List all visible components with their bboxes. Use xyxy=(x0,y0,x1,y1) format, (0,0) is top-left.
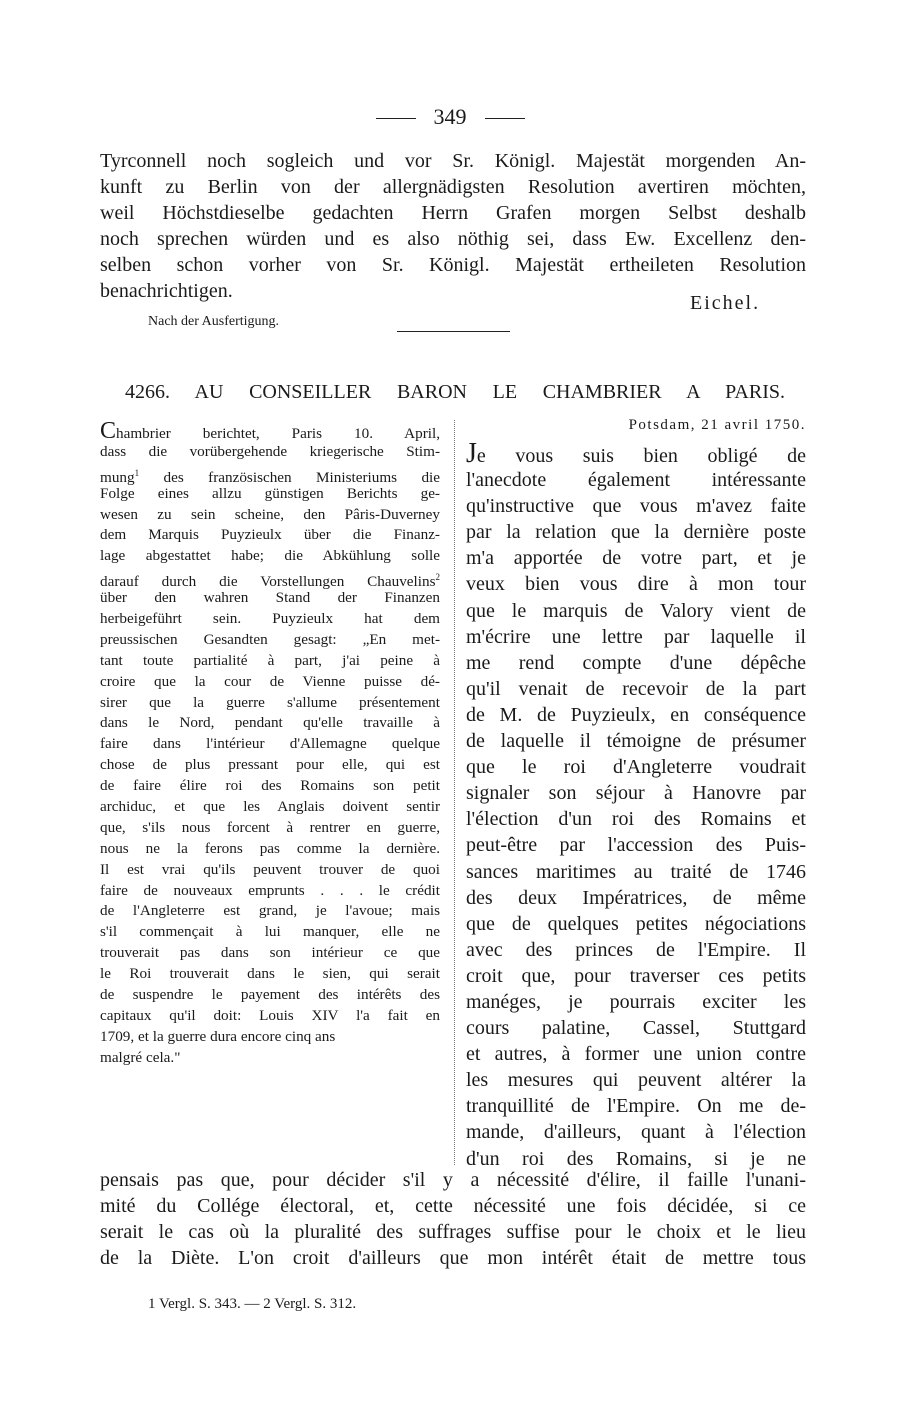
letter-line: me rend compte d'une dépêche xyxy=(466,651,806,674)
summary-line: wesen zu sein scheine, den Pâris-Duverney xyxy=(100,505,440,523)
letter-line: veux bien vous dire à mon tour xyxy=(466,573,806,596)
summary-line: de suspendre le payement des intérêts des xyxy=(100,986,440,1004)
summary-line: dem Marquis Puyzieulx über die Finanz- xyxy=(100,526,440,544)
summary-line-text: darauf durch die Vorstellungen Chauvelins xyxy=(100,573,436,591)
summary-line: que, s'ils nous forcent à rentrer en guerre, xyxy=(100,818,440,836)
summary-line: tant toute partialité à part, j'ai peine à xyxy=(100,651,440,669)
footnotes: 1 Vergl. S. 343. — 2 Vergl. S. 312. xyxy=(148,1296,357,1312)
letter-line: de laquelle il témoigne de présumer xyxy=(466,730,806,753)
page-number-rule-right xyxy=(485,118,525,119)
footnote-ref: 1 xyxy=(134,467,140,478)
letter-line: peut-être par l'accession des Puis- xyxy=(466,834,806,857)
text-line: selben schon vorher von Sr. Königl. Majestät ertheileten Resolution xyxy=(100,254,806,276)
letter-line: d'un roi des Romains, si je ne xyxy=(466,1147,806,1170)
summary-column xyxy=(100,418,440,1069)
summary-line: faire de nouveaux emprunts . . . le crédit xyxy=(100,881,440,899)
summary-line: croire que la cour de Vienne puisse dé- xyxy=(100,672,440,690)
continuation-paragraph xyxy=(100,1167,806,1271)
letter-line: mande, d'ailleurs, quant à l'élection xyxy=(466,1121,806,1144)
summary-initial: C xyxy=(100,418,117,444)
signature: Eichel. xyxy=(690,292,761,314)
letter-line: tranquillité de l'Empire. On me de- xyxy=(466,1095,806,1118)
letter-line: m'écrire une lettre par laquelle il xyxy=(466,625,806,648)
summary-line xyxy=(100,567,440,591)
text-line: noch sprechen würden und es also nöthig sei, dass Ew. Excellenz den- xyxy=(100,228,806,250)
letter-line: sances maritimes au traité de 1746 xyxy=(466,860,806,883)
page-number-rule-left xyxy=(376,118,416,119)
text-line: pensais pas que, pour décider s'il y a nécessité d'élire, il faille l'unani- xyxy=(100,1169,806,1191)
text-line: benachrichtigen. xyxy=(100,280,233,302)
source-note: Nach der Ausfertigung. xyxy=(148,314,280,329)
summary-line: s'il commençait à lui manquer, elle ne xyxy=(100,923,440,941)
summary-line: nous ne la ferons pas comme la dernière. xyxy=(100,839,440,857)
letter-line: les mesures qui peuvent altérer la xyxy=(466,1069,806,1092)
summary-line: lage abgestattet habe; die Abkühlung solle xyxy=(100,547,440,565)
letter-line: l'anecdote également intéressante xyxy=(466,469,806,492)
footnote-ref: 2 xyxy=(435,572,440,583)
summary-line: de l'Angleterre est grand, je l'avoue; mais xyxy=(100,902,440,920)
column-divider xyxy=(454,420,455,1165)
page-number xyxy=(0,104,900,130)
summary-line-text: des französischen Ministeriums die xyxy=(139,468,440,486)
letter-line-text: e vous suis bien obligé de xyxy=(476,445,806,467)
letter-line: manéges, je pourrais exciter les xyxy=(466,990,806,1013)
summary-line: archiduc, et que les Anglais doivent sentir xyxy=(100,798,440,816)
letter-initial: J xyxy=(466,438,477,469)
letter-line: que le marquis de Valory vient de xyxy=(466,599,806,622)
letter-line: m'a apportée de votre part, et je xyxy=(466,547,806,570)
summary-line xyxy=(100,463,440,484)
summary-line-text: hambrier berichtet, Paris 10. April, xyxy=(116,425,440,442)
summary-line: dans le Nord, pendant qu'elle travaille à xyxy=(100,714,440,732)
letter-line: croit que, pour traverser ces petits xyxy=(466,964,806,987)
summary-line xyxy=(100,418,440,444)
letter-line: cours palatine, Cassel, Stuttgard xyxy=(466,1017,806,1040)
summary-line: capitaux qu'il doit: Louis XIV l'a fait en xyxy=(100,1006,440,1024)
page-number-text: 349 xyxy=(433,104,467,129)
letter-line xyxy=(466,438,806,469)
letter-line: par la relation que la dernière poste xyxy=(466,521,806,544)
summary-line-text: mung xyxy=(100,468,135,486)
document-heading: 4266. AU CONSEILLER BARON LE CHAMBRIER A PARIS. xyxy=(125,381,785,403)
summary-line: trouverait pas dans son intérieur ce que xyxy=(100,944,440,962)
summary-line: malgré cela." xyxy=(100,1048,181,1066)
letter-line: des deux Impératrices, de même xyxy=(466,886,806,909)
letter-line: avec des princes de l'Empire. Il xyxy=(466,938,806,961)
summary-line: dass die vorübergehende kriegerische Stim- xyxy=(100,442,440,460)
letter-line: signaler son séjour à Hanovre par xyxy=(466,782,806,805)
text-line: mité du Collége électoral, et, cette nécessité une fois décidée, si ce xyxy=(100,1195,806,1217)
text-line: Tyrconnell noch sogleich und vor Sr. Königl. Majestät morgenden An- xyxy=(100,150,806,172)
letter-date: Potsdam, 21 avril 1750. xyxy=(628,417,806,433)
letter-column xyxy=(466,438,806,1172)
summary-line: über den wahren Stand der Finanzen xyxy=(100,589,440,607)
section-divider xyxy=(397,331,510,332)
summary-line: chose de plus pressant pour elle, qui est xyxy=(100,756,440,774)
letter-line: qu'il venait de recevoir de la part xyxy=(466,677,806,700)
letter-line: et autres, à former une union contre xyxy=(466,1043,806,1066)
summary-line: 1709, et la guerre dura encore cinq ans xyxy=(100,1027,336,1045)
summary-line: faire dans l'intérieur d'Allemagne quelque xyxy=(100,735,440,753)
letter-line: qu'instructive que vous m'avez faite xyxy=(466,495,806,518)
text-line: de la Diète. L'on croit d'ailleurs que mon intérêt était de mettre tous xyxy=(100,1247,806,1269)
summary-line: de faire élire roi des Romains son petit xyxy=(100,777,440,795)
summary-line: Il est vrai qu'ils peuvent trouver de quoi xyxy=(100,860,440,878)
text-line: serait le cas où la pluralité des suffrages suffise pour le choix et le lieu xyxy=(100,1221,806,1243)
letter-line: que le roi d'Angleterre voudrait xyxy=(466,756,806,779)
summary-line: Folge eines allzu günstigen Berichts ge- xyxy=(100,484,440,502)
letter-line: l'élection d'un roi des Romains et xyxy=(466,808,806,831)
summary-line: le Roi trouverait dans le sien, qui serait xyxy=(100,965,440,983)
letter-line: que de quelques petites négociations xyxy=(466,912,806,935)
letter-line: de M. de Puyzieulx, en conséquence xyxy=(466,703,806,726)
text-line: kunft zu Berlin von der allergnädigsten Resolution avertiren möchten, xyxy=(100,176,806,198)
summary-line: preussischen Gesandten gesagt: „En met- xyxy=(100,630,440,648)
text-line: weil Höchstdieselbe gedachten Herrn Grafen morgen Selbst deshalb xyxy=(100,202,806,224)
summary-line: herbeigeführt sein. Puyzieulx hat dem xyxy=(100,610,440,628)
intro-paragraph xyxy=(100,148,806,304)
summary-line: sirer que la guerre s'allume présentement xyxy=(100,693,440,711)
